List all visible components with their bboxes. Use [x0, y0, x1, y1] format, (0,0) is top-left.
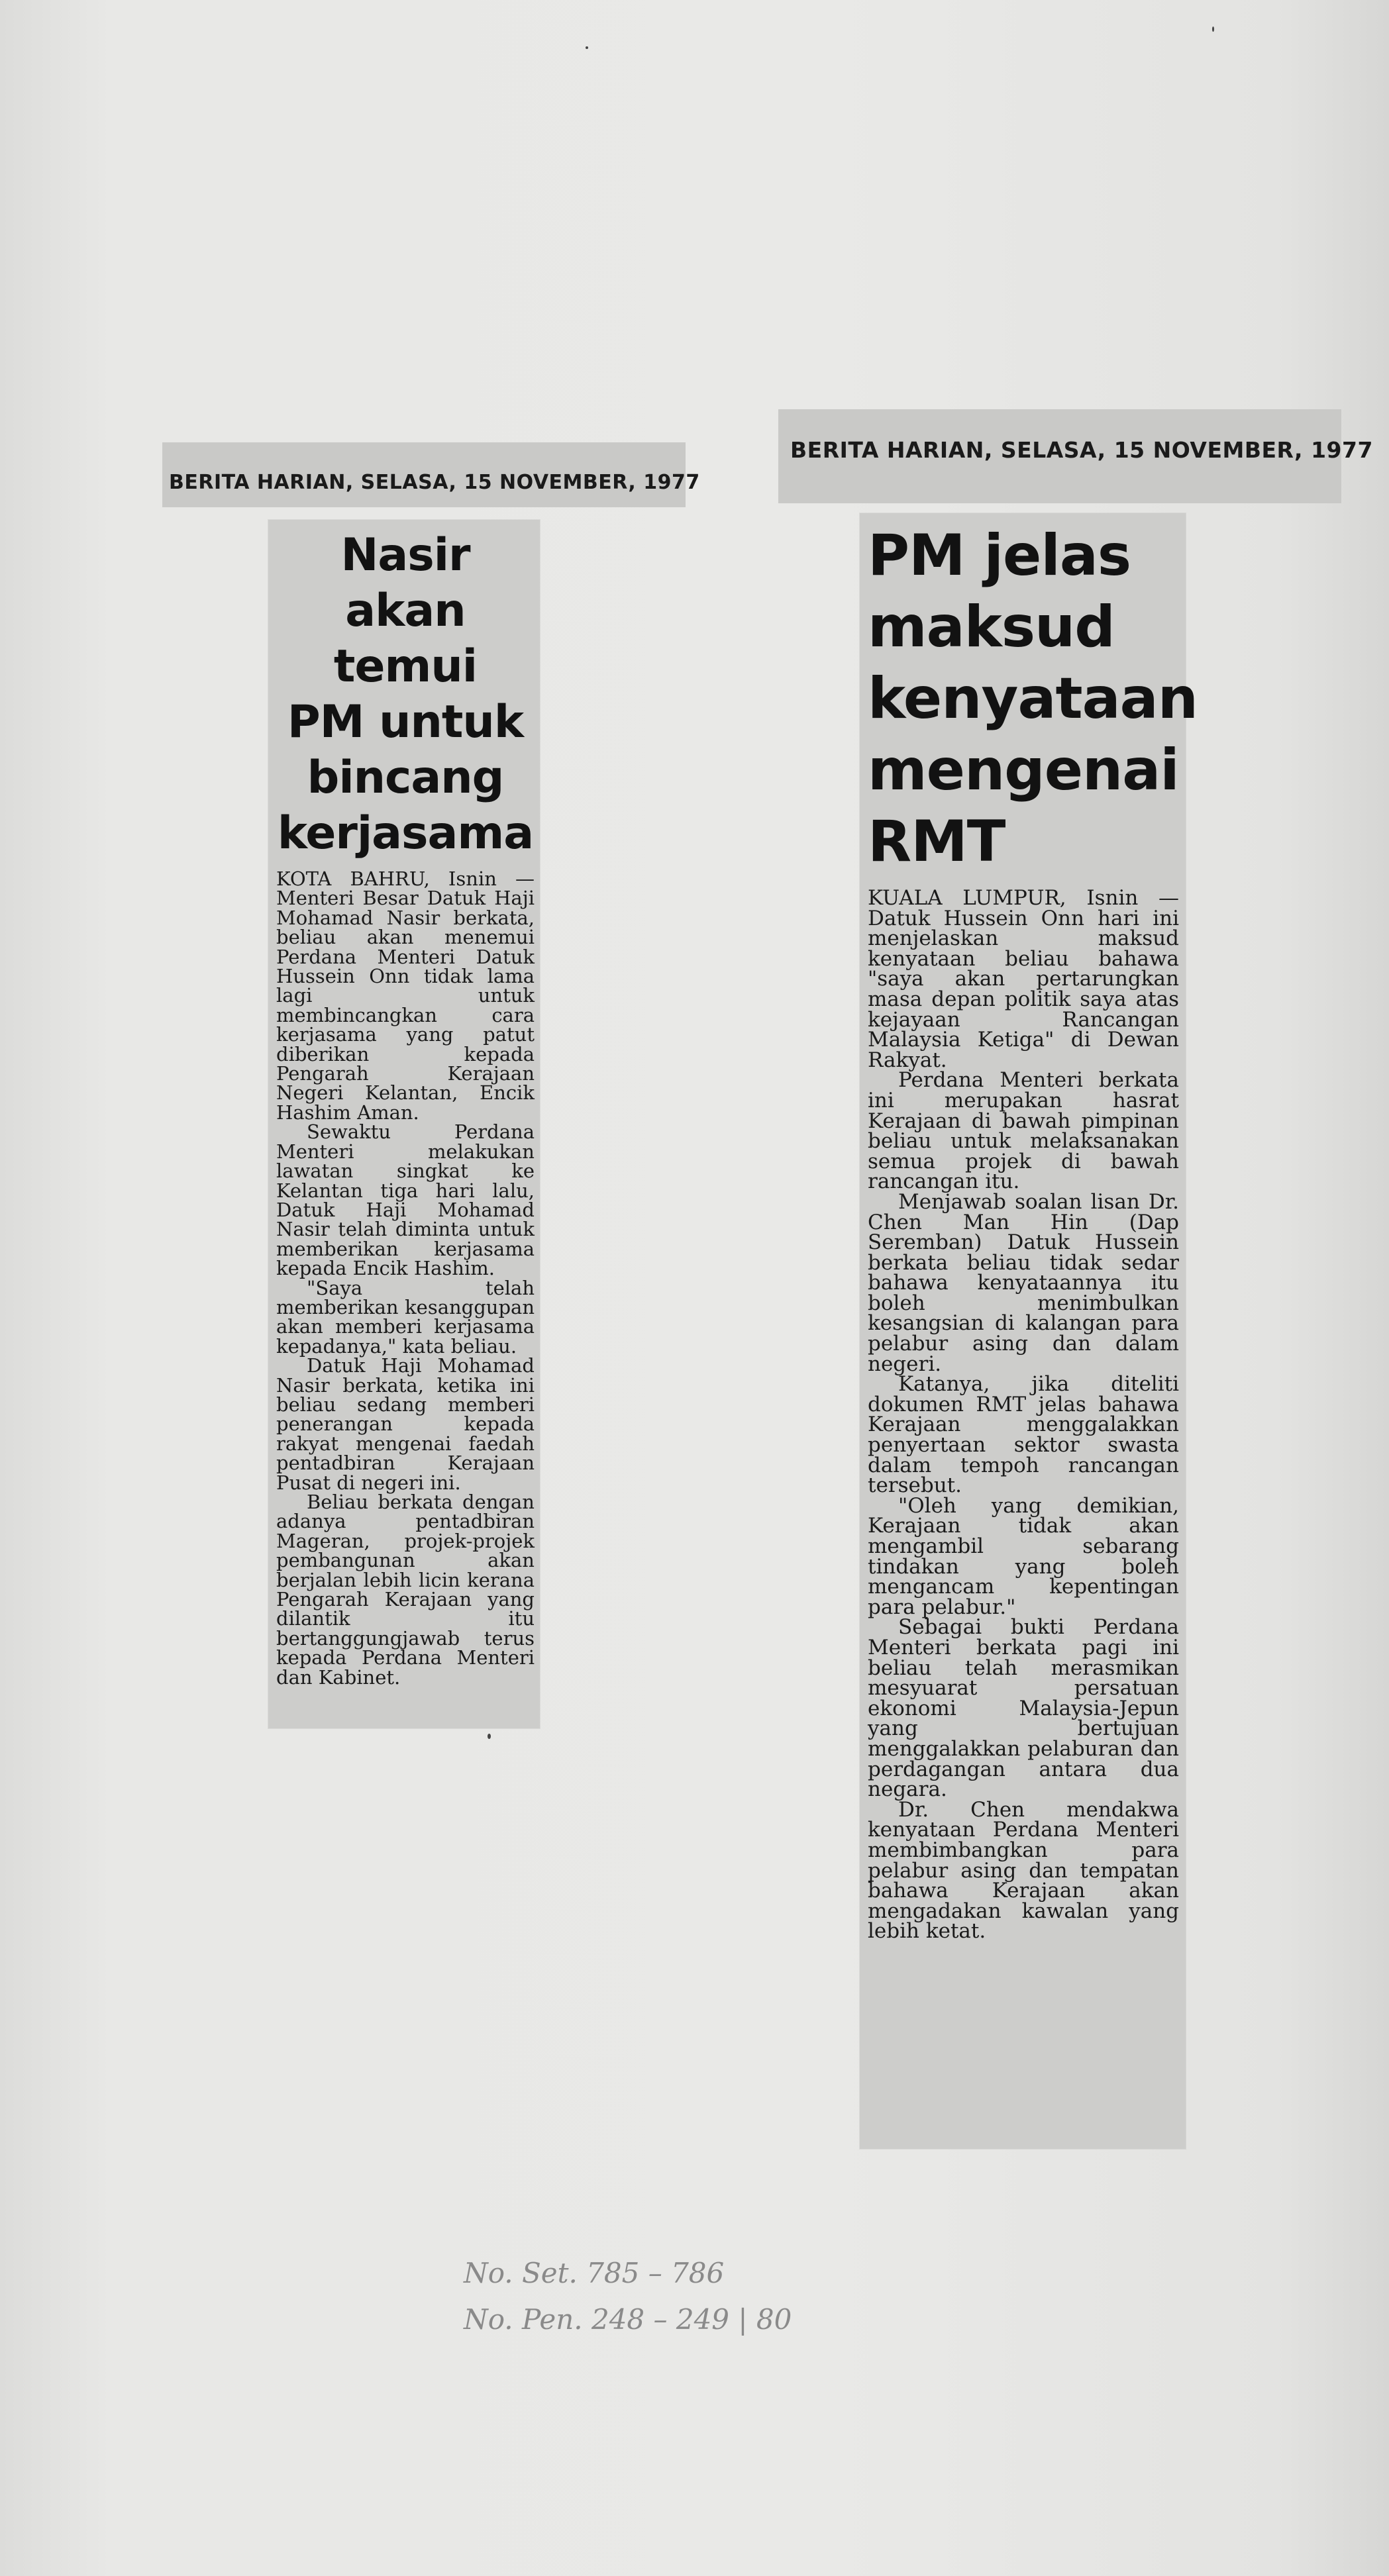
right-clipping: [860, 513, 1198, 2149]
left-headline-line: bincang: [307, 752, 504, 804]
left-paragraph: Sewaktu Perdana Menteri melakukan lawatan singkat ke Kelantan tiga hari lalu, Datuk Haji Mohamad Nasir telah diminta untuk memberikan kerjasama kepada Encik Hashim.: [276, 1120, 535, 1280]
left-headline-line: kerjasama: [277, 807, 534, 860]
right-paragraph: "Oleh yang demikian, Kerajaan tidak akan mengambil sebarang tindakan yang boleh mengancam kepentingan para pelabur.": [868, 1493, 1179, 1619]
dust-speck: [586, 46, 588, 49]
right-headline-line: RMT: [868, 809, 1005, 875]
reference-annotation-text: No. Pen. 248 – 249 | 80: [464, 2303, 792, 2336]
reference-annotation-text: No. Set. 785 – 786: [464, 2257, 725, 2289]
left-paragraph: KOTA BAHRU, Isnin — Menteri Besar Datuk Haji Mohamad Nasir berkata, beliau akan menemui Perdana Menteri Datuk Hussein Onn tidak lama lagi untuk membincangkan cara kerjasama yang patut diberikan kepada Pengarah Kerajaan Negeri Kelantan, Encik Hashim Aman.: [276, 867, 535, 1124]
right-headline-line: kenyataan: [868, 666, 1198, 732]
left-headline-line: temui: [333, 640, 478, 693]
left-headline-line: Nasir akan: [340, 529, 470, 637]
left-masthead: [162, 442, 700, 507]
left-article-body: [276, 869, 535, 1687]
left-headline-line: PM untuk: [287, 696, 524, 748]
right-headline-line: PM jelas: [868, 522, 1131, 589]
right-masthead-text: BERITA HARIAN, SELASA, 15 NOVEMBER, 1977: [790, 436, 1373, 463]
right-paragraph: Perdana Menteri berkata ini merupakan hasrat Kerajaan di bawah pimpinan beliau untuk melaksanakan semua projek di bawah rancangan itu.: [868, 1068, 1179, 1194]
dust-speck: [1212, 26, 1214, 32]
reference-annotation-line-1: [464, 2257, 724, 2289]
reference-annotation-line-2: [464, 2303, 792, 2336]
right-masthead: [778, 409, 1373, 503]
right-paragraph: Katanya, jika diteliti dokumen RMT jelas bahawa Kerajaan menggalakkan penyertaan sektor swasta dalam tempoh rancangan tersebut.: [868, 1372, 1179, 1498]
right-paragraph: Menjawab soalan lisan Dr. Chen Man Hin (Dap Seremban) Datuk Hussein berkata beliau tidak sedar bahawa kenyataannya itu boleh menimbulkan kesangsian di kalangan para pelabur asing dan dalam negeri.: [868, 1189, 1179, 1376]
right-headline: [868, 520, 1198, 877]
right-paragraph: KUALA LUMPUR, Isnin — Datuk Hussein Onn hari ini menjelaskan maksud kenyataan beliau bahawa "saya akan pertarungkan masa depan politik saya atas kejayaan Rancangan Malaysia Ketiga" di Dewan Rakyat.: [868, 886, 1179, 1072]
left-paragraph: Datuk Haji Mohamad Nasir berkata, ketika ini beliau sedang memberi penerangan kepada rakyat mengenai faedah pentadbiran Kerajaan Pusat di negeri ini.: [276, 1354, 535, 1494]
left-paragraph: Beliau berkata dengan adanya pentadbiran Mageran, projek-projek pembangunan akan berjalan lebih licin kerana Pengarah Kerajaan yang dilantik itu bertanggungjawab terus kepada Perdana Menteri dan Kabinet.: [276, 1491, 535, 1689]
right-paragraph: Sebagai bukti Perdana Menteri berkata pagi ini beliau telah merasmikan mesyuarat persatuan ekonomi Malaysia-Jepun yang bertujuan menggalakkan pelaburan dan perdagangan antara dua negara.: [868, 1615, 1179, 1802]
right-headline-line: mengenai: [868, 737, 1179, 803]
left-paragraph: "Saya telah memberikan kesanggupan akan memberi kerjasama kepadanya," kata beliau.: [276, 1276, 535, 1358]
left-masthead-text: BERITA HARIAN, SELASA, 15 NOVEMBER, 1977: [169, 470, 700, 494]
right-article-body: [868, 888, 1179, 1942]
dust-speck: [488, 1734, 491, 1739]
left-headline: [276, 528, 535, 862]
left-clipping: [268, 520, 540, 1728]
right-paragraph: Dr. Chen mendakwa kenyataan Perdana Menteri membimbangkan para pelabur asing dan tempatan bahawa Kerajaan akan mengadakan kawalan yang lebih ketat.: [868, 1797, 1179, 1944]
right-headline-line: maksud: [868, 594, 1115, 660]
